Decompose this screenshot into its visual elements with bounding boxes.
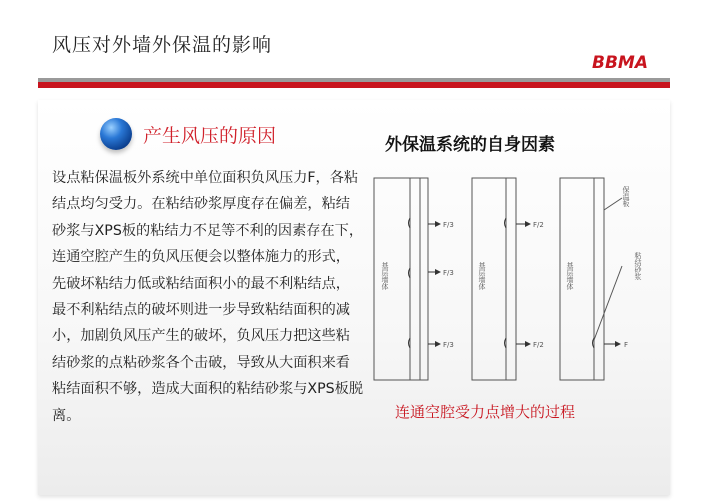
slide-title: 风压对外墙外保温的影响 [52,34,273,56]
section-title: 产生风压的原因 [143,125,277,147]
right-title: 外保温系统的自身因素 [385,135,555,155]
wall-1 [374,178,410,380]
wall-label-1: 基层墙体 [381,262,389,290]
force-label: F/3 [443,221,454,229]
insulation-outer-1 [420,178,428,380]
leader-line [594,266,622,340]
diagram-panel-2 [472,178,544,380]
diagram-panel-1 [374,178,454,380]
insulation-board-2 [506,178,516,380]
force-label: F/2 [533,341,544,349]
insulation-board-3 [594,178,604,380]
wall-label-3: 基层墙体 [566,262,574,290]
diagram-panel-3 [560,178,642,380]
force-label: F/3 [443,341,454,349]
force-label: F [624,341,629,349]
header-red-stripe [38,82,670,88]
leader-line [604,198,622,210]
diagram-caption: 连通空腔受力点增大的过程 [395,403,576,421]
mortar-label: 粘结砂浆 [634,252,642,280]
wind-pressure-diagram [372,170,662,390]
header-divider [38,78,670,88]
bbma-logo [590,50,665,72]
wall-label-2: 基层墙体 [478,262,486,290]
force-label: F/2 [533,221,544,229]
insulation-label: 保温板 [622,186,630,207]
force-label: F/3 [443,269,454,277]
insulation-board-1 [410,178,420,380]
body-paragraph: 设点粘保温板外系统中单位面积负风压力F，各粘结点均匀受力。在粘结砂浆厚度存在偏差，粘结砂浆与XPS板的粘结力不足等不利的因素存在下，连通空腔产生的负风压便会以整体施力的形式，先破坏粘结力低或粘结面积小的最不利粘结点，最不利粘结点的破坏则进一步导致粘结面积的减小，加剧负风压产生的破坏，负风压力把这些粘结砂浆的点粘砂浆各个击破，导致从大面积来看粘结面积不够，造成大面积的粘结砂浆与XPS板脱离。 [52,170,364,424]
sphere-bullet-icon [100,118,132,150]
logo-text: BBMA [592,53,648,72]
